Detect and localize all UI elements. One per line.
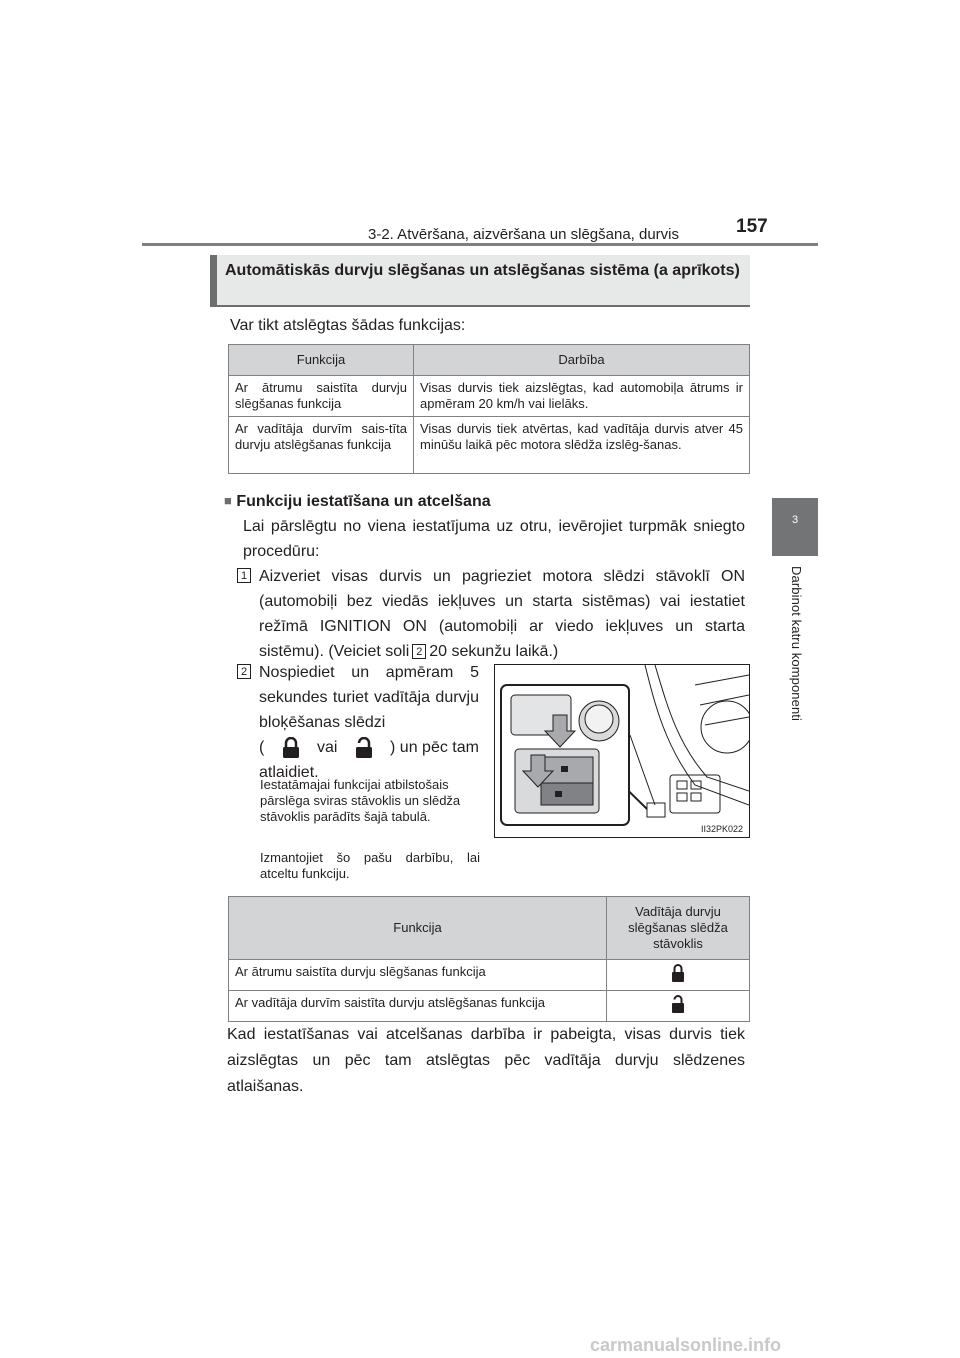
step-2-end: atlaidiet. — [259, 764, 319, 781]
chapter-label: Darbinot katru komponenti — [789, 566, 804, 721]
table-header: Funkcija — [229, 897, 607, 960]
step-2-body: Nospiediet un apmēram 5 sekundes turiet vadītāja durvju bloķēšanas slēdzi — [259, 664, 479, 731]
footer-watermark: carmanualsonline.info — [590, 1335, 782, 1355]
table-cell — [607, 991, 750, 1022]
subsection-title: Funkciju iestatīšana un atcelšana — [236, 493, 491, 510]
page-number: 157 — [736, 216, 768, 237]
step-2-text — [259, 660, 479, 785]
table-cell: Visas durvis tiek aizslēgtas, kad automobiļa ātrums ir apmēram 20 km/h vai lielāks. — [414, 376, 750, 417]
table-cell: Ar vadītāja durvīm sais-tīta durvju atslēgšanas funkcija — [229, 417, 414, 474]
table-cell: Visas durvis tiek atvērtas, kad vadītāja durvis atver 45 minūšu laikā pēc motora slēdža izslēg-šanas. — [414, 417, 750, 474]
table-cell — [607, 960, 750, 991]
lock-open-icon — [355, 737, 373, 759]
subsection-text: Lai pārslēgtu no viena iestatījuma uz otru, ievērojiet turpmāk sniegto procedūru: — [243, 518, 745, 560]
table-row — [229, 960, 750, 991]
functions-table — [228, 344, 750, 474]
paren-open: ( — [259, 739, 265, 756]
square-bullet-icon: ■ — [224, 493, 232, 508]
table-row — [229, 991, 750, 1022]
table-header: Darbība — [414, 345, 750, 376]
subsection-heading — [224, 490, 491, 513]
step-2-note: Iestatāmajai funkcijai atbilstošais pārslēga sviras stāvoklis un slēdža stāvoklis parādīts šajā tabulā. — [260, 777, 461, 824]
door-panel-drawing — [495, 665, 749, 837]
step-ref: 2 — [412, 644, 426, 659]
table-header: Funkcija — [229, 345, 414, 376]
lock-open-icon — [671, 994, 685, 1014]
table-row — [229, 376, 750, 417]
closing-text: Kad iestatīšanas vai atcelšanas darbība ir pabeigta, visas durvis tiek aizslēgtas un pēc tam atslēgtas pēc vadītāja durvju slēdzenes atlaišanas. — [227, 1026, 745, 1095]
chapter-tab — [772, 498, 818, 556]
paren-close: ) un pēc tam — [390, 739, 479, 756]
switch-position-table — [228, 896, 750, 1022]
table-cell: Ar vadītāja durvīm saistīta durvju atslēgšanas funkcija — [229, 991, 607, 1022]
or-word: vai — [316, 739, 338, 756]
step-1-body: Aizveriet visas durvis un pagrieziet motora slēdzi stāvoklī ON (automobiļi bez viedās iekļuves un starta sistēmas) vai iestatiet režīmā IGNITION ON (automobiļi ar viedo iekļuves un starta sistēmu). (Veiciet soli — [259, 568, 745, 660]
intro-text: Var tikt atslēgtas šādas funkcijas: — [230, 317, 466, 334]
illustration-code: II32PK022 — [700, 824, 743, 834]
step-1-text — [259, 564, 745, 664]
header-rule — [142, 243, 818, 246]
step-number: 2 — [237, 664, 251, 679]
section-title: Automātiskās durvju slēgšanas un atslēgšanas sistēma (a aprīkots) — [225, 262, 740, 279]
step-2-note: Izmantojiet šo pašu darbību, lai atceltu funkciju. — [260, 850, 480, 881]
lock-closed-icon — [671, 963, 685, 983]
table-cell: Ar ātrumu saistīta durvju slēgšanas funkcija — [229, 376, 414, 417]
door-lock-switch-illustration — [494, 664, 750, 838]
step-1-tail: 20 sekunžu laikā.) — [429, 643, 559, 660]
table-row — [229, 417, 750, 474]
step-number: 1 — [237, 568, 251, 583]
table-cell: Ar ātrumu saistīta durvju slēgšanas funkcija — [229, 960, 607, 991]
lock-closed-icon — [282, 737, 300, 759]
table-header: Vadītāja durvju slēgšanas slēdža stāvoklis — [607, 897, 750, 960]
chapter-number: 3 — [791, 514, 799, 526]
header-title: 3-2. Atvēršana, aizvēršana un slēgšana, durvis — [368, 226, 680, 243]
